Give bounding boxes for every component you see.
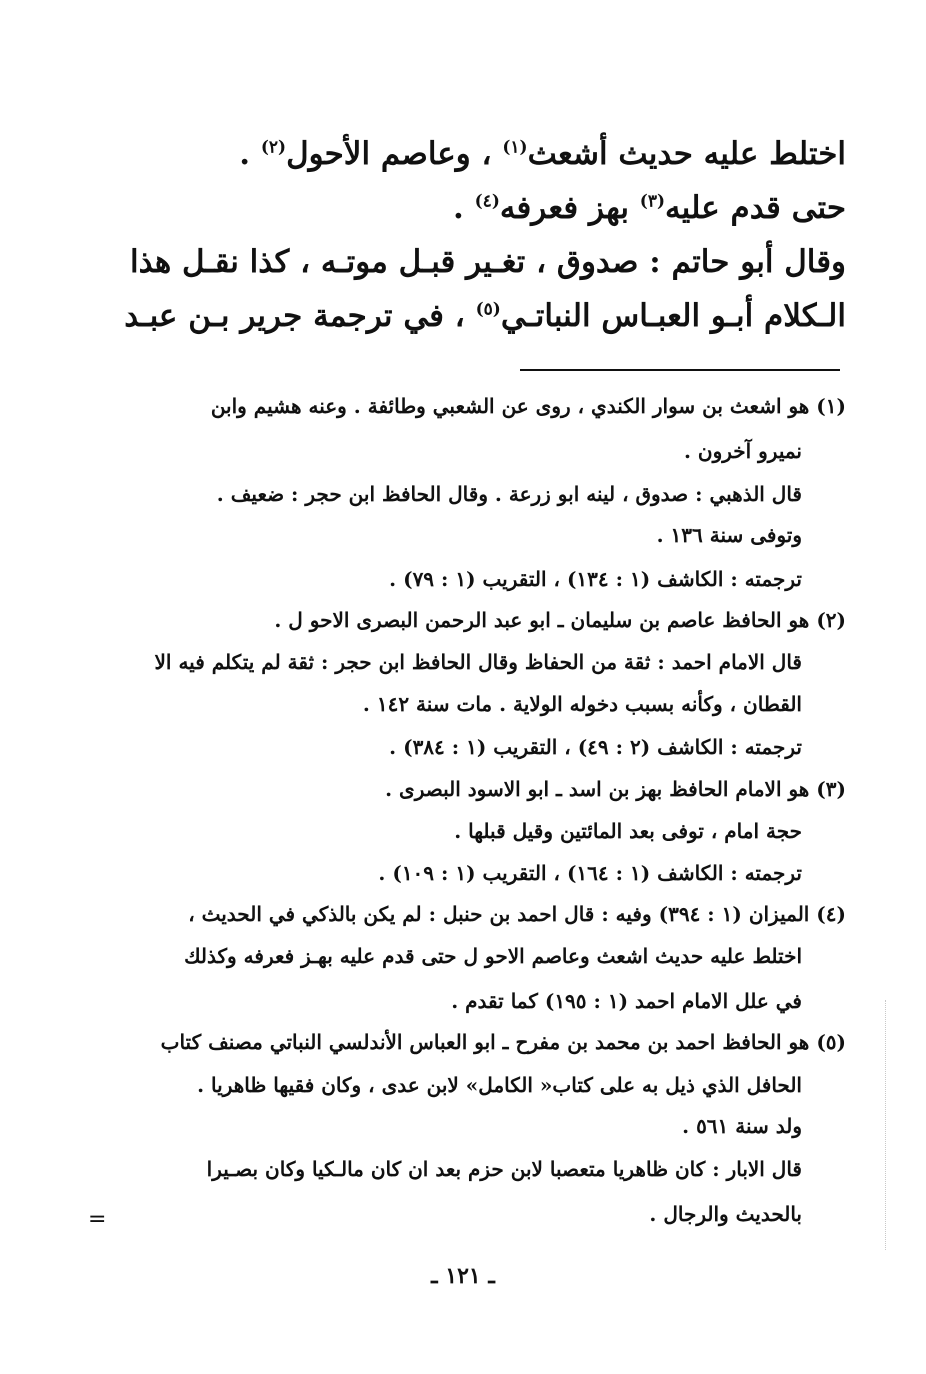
text-segment: . <box>453 190 475 226</box>
footnote-1-line-1: (١) هو اشعث بن سوار الكندي ، روى عن الشعبي وطائفة . وعنه هشيم وابن <box>210 394 846 418</box>
footnote-4-line-2: اختلط عليه حديث اشعث وعاصم الاحو ل حتى قدم عليه بهـز فعرفه وكذلك <box>184 944 802 968</box>
footnote-1-line-5: ترجمته : الكاشف (١ : ١٣٤) ، التقريب (١ : ٧٩) . <box>389 567 802 591</box>
footnote-5-line-4: قال الابار : كان ظاهريا متعصبا لابن حزم بعد ان كان مالـكيا وكان بصـيرا <box>206 1157 802 1181</box>
text-segment: ، وعاصم الأحول <box>286 136 503 172</box>
scan-edge-line <box>885 1000 886 1250</box>
text-segment: . <box>239 136 261 172</box>
footnote-3-line-2: حجة امام ، توفى بعد المائتين وقيل قبلها . <box>454 819 802 843</box>
footnote-3-line-3: ترجمته : الكاشف (١ : ١٦٤) ، التقريب (١ : ١٠٩) . <box>378 861 802 885</box>
main-text-line-4 <box>126 290 846 342</box>
footnote-ref-2: (٢) <box>260 137 287 158</box>
text-segment: حتى قدم عليه <box>665 190 846 226</box>
footnote-5-line-3: ولد سنة ٥٦١ . <box>682 1114 802 1138</box>
text-segment: الـكلام أبـو العبـاس النباتـي <box>500 298 846 334</box>
text-segment: بهز فعرفه <box>499 190 640 226</box>
footnote-ref-5: (٥) <box>475 299 501 320</box>
page-number: ـ ١٢١ ـ <box>431 1263 495 1289</box>
footnote-ref-3: (٣) <box>639 191 666 212</box>
footnote-2-line-3: القطان ، وكأنه بسبب دخوله الولاية . مات سنة ١٤٢ . <box>362 692 802 716</box>
footnote-1-line-2: نميرو آخرون . <box>683 439 802 463</box>
footnote-5-line-2: الحافل الذي ذيل به على كتاب« الكامل» لابن عدى ، وكان فقيها ظاهريا . <box>197 1073 802 1097</box>
footnote-1-line-4: وتوفى سنة ١٣٦ . <box>656 523 802 547</box>
footnote-2-line-1: (٢) هو الحافظ عاصم بن سليمان ـ ابو عبد الرحمن البصرى الاحو ل . <box>274 608 846 632</box>
footnote-1-line-3: قال الذهبي : صدوق ، لينه ابو زرعة . وقال الحافظ ابن حجر : ضعيف . <box>216 482 802 506</box>
footnote-ref-4: (٤) <box>474 191 500 212</box>
footnote-4-line-3: في علل الامام احمد (١ : ١٩٥) كما تقدم . <box>451 989 802 1013</box>
main-text-line-2 <box>126 182 846 234</box>
footnote-divider <box>520 369 840 371</box>
text-segment: ، في ترجمة جرير بـن عبـد <box>124 298 476 334</box>
footnote-3-line-1: (٣) هو الامام الحافظ بهز بن اسد ـ ابو الاسود البصرى . <box>385 777 846 801</box>
footnote-2-line-2: قال الامام احمد : ثقة من الحفاظ وقال الحافظ ابن حجر : ثقة لم يتكلم فيه الا <box>154 650 802 674</box>
footnote-5-line-5: بالحديث والرجال . <box>649 1202 802 1226</box>
footnote-2-line-4: ترجمته : الكاشف (٢ : ٤٩) ، التقريب (١ : ٣٨٤) . <box>389 735 802 759</box>
footnote-4-line-1: (٤) الميزان (١ : ٣٩٤) وفيه : قال احمد بن حنبل : لم يكن بالذكي في الحديث ، <box>188 902 846 926</box>
footnote-ref-1: (١) <box>502 137 528 158</box>
main-text-line-3: وقال أبو حاتم : صدوق ، تغـير قبـل موتـه ، كذا نقـل هذا <box>129 244 846 280</box>
continuation-mark: = <box>88 1207 107 1232</box>
text-segment: اختلط عليه حديث أشعث <box>527 136 846 172</box>
main-text-line-1 <box>126 128 846 180</box>
footnote-5-line-1: (٥) هو الحافظ احمد بن محمد بن مفرح ـ ابو العباس الأندلسي النباتي مصنف كتاب <box>160 1030 846 1054</box>
